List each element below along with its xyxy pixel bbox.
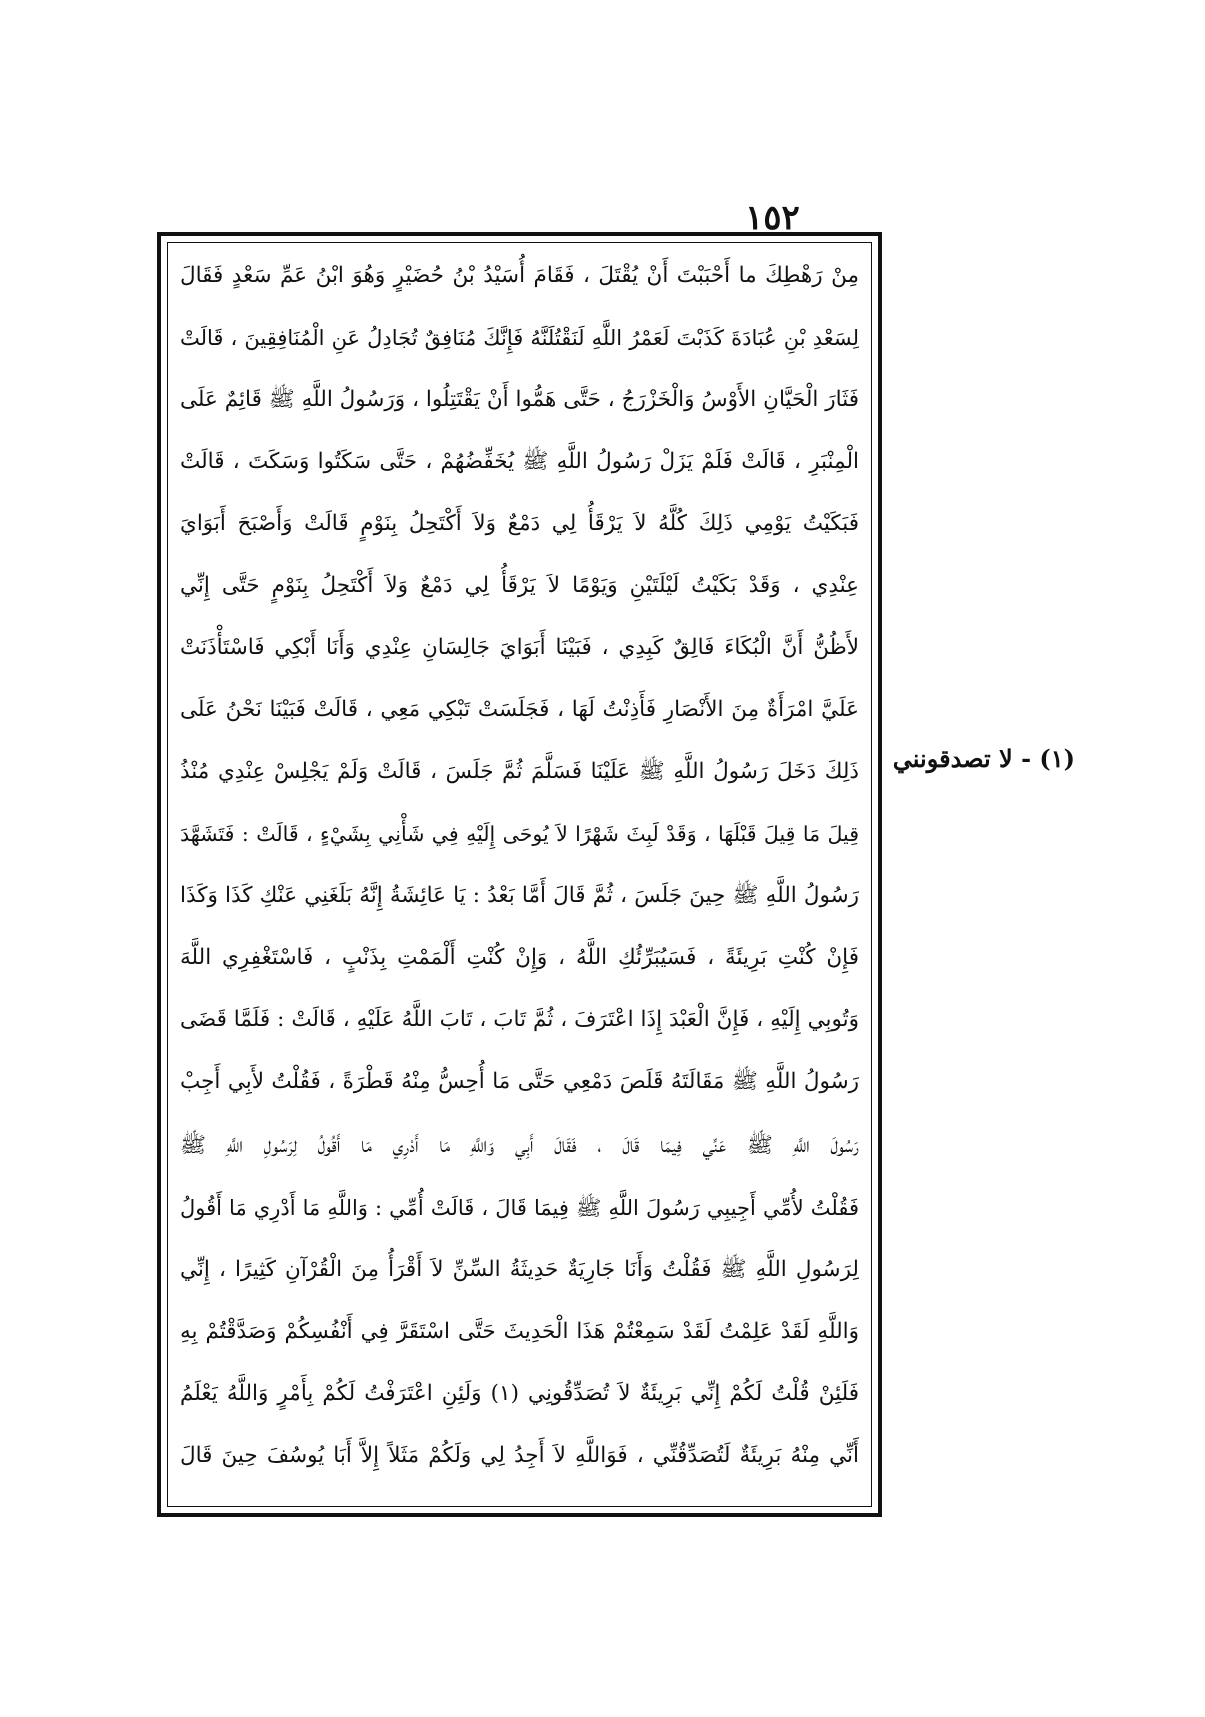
text-line: أَنِّي مِنْهُ بَرِيئَةٌ لَتُصَدِّقُنِّي ، فَوَاللَّهِ لاَ أَجِدُ لِي وَلَكُمْ مَثَلاً إِلاَّ أَبَا يُوسُفَ حِينَ قَالَ (180, 1443, 859, 1468)
text-line: عَلَيَّ امْرَأَةٌ مِنَ الأَنْصَارِ فَأَذِنْتُ لَهَا ، فَجَلَسَتْ تَبْكِي مَعِي ، قَالَتْ فَبَيْنَا نَحْنُ عَلَى (180, 697, 859, 722)
text-line: لِسَعْدِ بْنِ عُبَادَةَ كَذَبْتَ لَعَمْرُ اللَّهِ لَنَقْتُلَنَّهُ فَإِنَّكَ مُنَافِقٌ تُجَادِلُ عَنِ الْمُنَافِقِينَ ، قَالَتْ (180, 326, 859, 350)
margin-footnote: (١) - لا تصدقونني (892, 744, 1075, 773)
text-line: فَبَكَيْتُ يَوْمِي ذَلِكَ كُلَّهُ لاَ يَرْقَأُ لِي دَمْعٌ وَلاَ أَكْتَحِلُ بِنَوْمٍ قَالَتْ وَأَصْبَحَ أَبَوَايَ (180, 511, 859, 536)
text-line: الْمِنْبَرِ ، قَالَتْ فَلَمْ يَزَلْ رَسُولُ اللَّهِ ﷺ يُخَفِّضُهُمْ ، حَتَّى سَكَتُوا وَسَكَتَ ، قَالَتْ (180, 449, 859, 474)
main-text-block (172, 246, 867, 1501)
text-line: لأَظُنُّ أَنَّ الْبُكَاءَ فَالِقٌ كَبِدِي ، فَبَيْنَا أَبَوَايَ جَالِسَانِ عِنْدِي وَأَنَا أَبْكِي فَاسْتَأْذَنَتْ (180, 635, 859, 660)
text-line: لِرَسُولِ اللَّهِ ﷺ فَقُلْتُ وَأَنَا جَارِيَةٌ حَدِيثَةُ السِّنِّ لاَ أَقْرَأُ مِنَ الْقُرْآنِ كَثِيرًا ، إِنِّي (180, 1257, 859, 1282)
text-line: قِيلَ مَا قِيلَ قَبْلَهَا ، وَقَدْ لَبِثَ شَهْرًا لاَ يُوحَى إِلَيْهِ فِي شَأْنِي بِشَيْءٍ ، قَالَتْ : فَتَشَهَّدَ (180, 822, 859, 846)
text-line: وَاللَّهِ لَقَدْ عَلِمْتُ لَقَدْ سَمِعْتُمْ هَذَا الْحَدِيثَ حَتَّى اسْتَقَرَّ فِي أَنْفُسِكُمْ وَصَدَّقْتُمْ بِهِ (180, 1319, 859, 1344)
text-line: رَسُولُ اللَّهِ ﷺ مَقَالَتَهُ قَلَصَ دَمْعِي حَتَّى مَا أُحِسُّ مِنْهُ قَطْرَةً ، فَقُلْتُ لأَبِي أَجِبْ (180, 1069, 859, 1094)
text-line: فَقُلْتُ لأُمِّي أَجِيبِي رَسُولَ اللَّهِ ﷺ فِيمَا قَالَ ، قَالَتْ أُمِّي : وَاللَّهِ مَا أَدْرِي مَا أَقُولُ (180, 1196, 859, 1220)
text-line: مِنْ رَهْطِكَ ما أَحْبَبْتَ أَنْ يُقْتَلَ ، فَقَامَ أُسَيْدُ بْنُ حُضَيْرٍ وَهُوَ ابْنُ عَمِّ سَعْدٍ فَقَالَ (180, 263, 859, 288)
text-line: فَلَئِنْ قُلْتُ لَكُمْ إِنِّي بَرِيئَةٌ لاَ تُصَدِّقُونِي (١) وَلَئِنِ اعْتَرَفْتُ لَكُمْ بِأَمْرٍ وَاللَّهُ يَعْلَمُ (180, 1381, 859, 1406)
text-line: رَسُولُ اللَّهِ ﷺ حِينَ جَلَسَ ، ثُمَّ قَالَ أَمَّا بَعْدُ : يَا عَائِشَةُ إِنَّهُ بَلَغَنِي عَنْكِ كَذَا وَكَذَا (180, 883, 859, 908)
text-line: ذَلِكَ دَخَلَ رَسُولُ اللَّهِ ﷺ عَلَيْنَا فَسَلَّمَ ثُمَّ جَلَسَ ، قَالَتْ وَلَمْ يَجْلِسْ عِنْدِي مُنْذُ (180, 759, 859, 784)
text-line: وَتُوبِي إِلَيْهِ ، فَإِنَّ الْعَبْدَ إِذَا اعْتَرَفَ ، ثُمَّ تَابَ ، تَابَ اللَّهُ عَلَيْهِ ، قَالَتْ : فَلَمَّا قَضَى (180, 1007, 859, 1032)
text-line: رَسُولَ اللَّهِ ﷺ عَنِّي فِيمَا قَالَ ، فَقَالَ أَبِي وَاللَّهِ مَا أَدْرِي مَا أَقُولُ لِرَسُولِ اللَّهِ ﷺ (180, 1133, 859, 1158)
text-line: فَإِنْ كُنْتِ بَرِيئَةً ، فَسَيُبَرِّئُكِ اللَّهُ ، وَإِنْ كُنْتِ أَلْمَمْتِ بِذَنْبٍ ، فَاسْتَغْفِرِي اللَّهَ (180, 945, 859, 970)
page-number: ١٥٢ (745, 198, 800, 238)
text-line: عِنْدِي ، وَقَدْ بَكَيْتُ لَيْلَتَيْنِ وَيَوْمًا لاَ يَرْقَأُ لِي دَمْعٌ وَلاَ أَكْتَحِلُ بِنَوْمٍ حَتَّى إِنِّي (180, 573, 859, 598)
text-line: فَثَارَ الْحَيَّانِ الأَوْسُ وَالْخَزْرَجُ ، حَتَّى هَمُّوا أَنْ يَقْتَتِلُوا ، وَرَسُولُ اللَّهِ ﷺ قَائِمٌ عَلَى (180, 387, 859, 412)
